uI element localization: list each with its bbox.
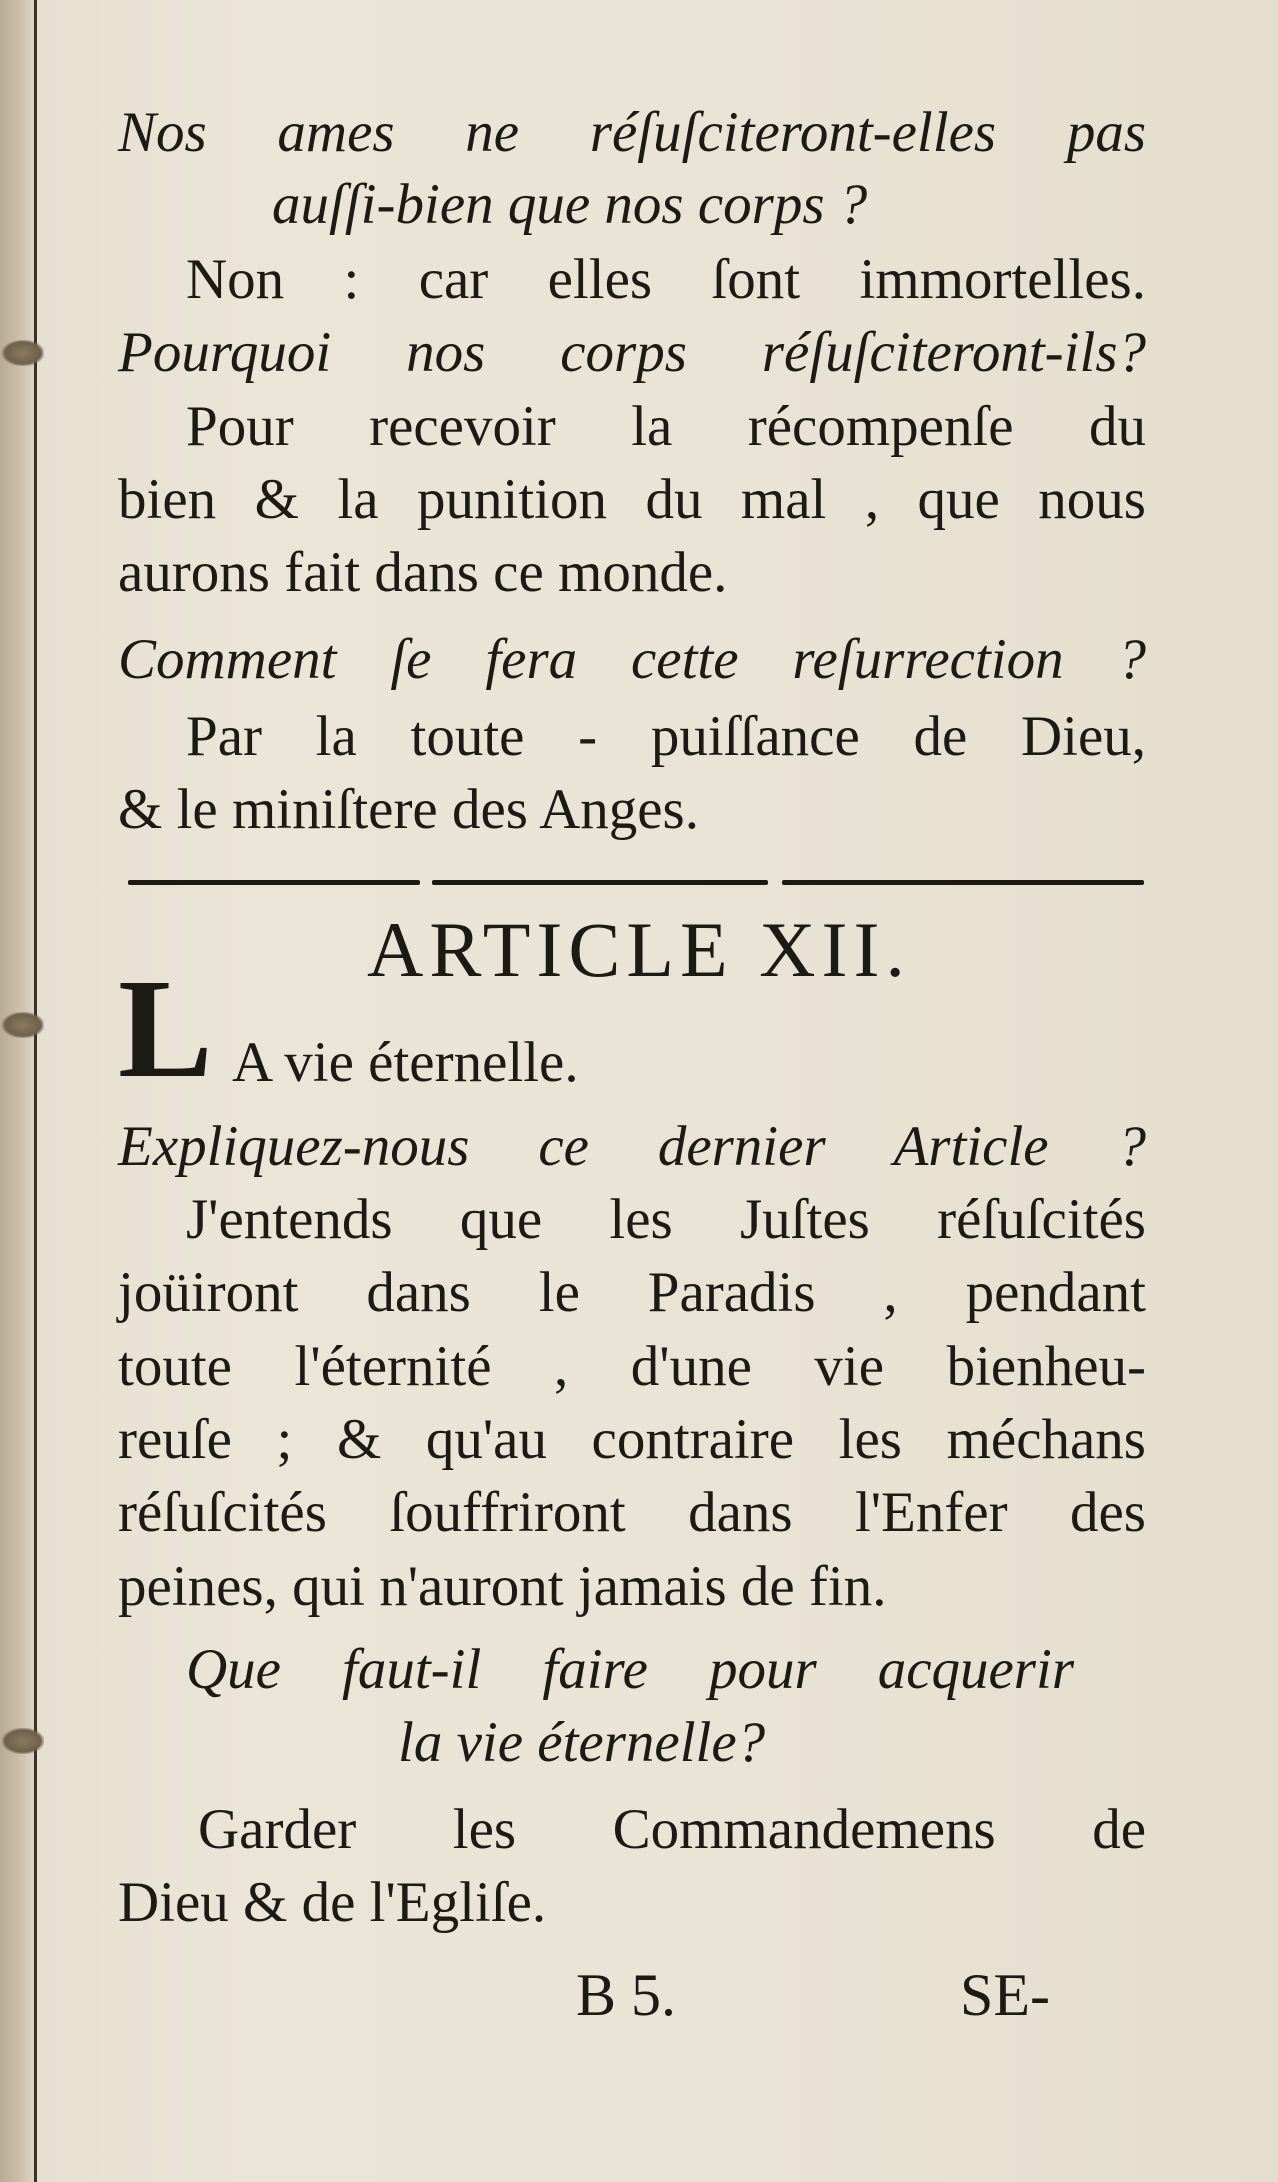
answer-line: Par la toute - puiſſance de Dieu, — [186, 705, 1146, 768]
answer-line: réſuſcités ſouffriront dans l'Enfer des — [118, 1481, 1146, 1544]
answer-line: reuſe ; & qu'au contraire les méchans — [118, 1408, 1146, 1471]
question-line: Expliquez-nous ce dernier Article ? — [118, 1115, 1146, 1178]
answer-line: J'entends que les Juſtes réſuſcités — [186, 1188, 1146, 1251]
answer-line: peines, qui n'auront jamais de fin. — [118, 1555, 887, 1618]
answer-line: Dieu & de l'Egliſe. — [118, 1871, 547, 1934]
answer-line: Pour recevoir la récompenſe du — [186, 395, 1146, 458]
article-heading: ARTICLE XII. — [367, 906, 911, 993]
catchword: SE- — [960, 1962, 1050, 2028]
answer-line: Non : car elles ſont immortelles. — [186, 248, 1146, 311]
question-line: la vie éternelle? — [398, 1711, 766, 1774]
drop-cap: L — [118, 949, 213, 1107]
question-line: auſſi-bien que nos corps ? — [272, 173, 868, 236]
answer-line: & le miniſtere des Anges. — [118, 778, 699, 841]
answer-line: Garder les Commandemens de — [198, 1798, 1146, 1861]
answer-line: joüiront dans le Paradis , pendant — [118, 1261, 1146, 1324]
section-rule — [432, 880, 768, 885]
question-line: Pourquoi nos corps réſuſciteront-ils? — [118, 321, 1146, 384]
signature-mark: B 5. — [576, 1962, 677, 2028]
article-text: A vie éternelle. — [232, 1031, 579, 1094]
question-line: Que faut-il faire pour acquerir — [186, 1638, 1074, 1701]
question-line: Comment ſe fera cette reſurrection ? — [118, 628, 1146, 691]
section-rule — [782, 880, 1144, 885]
answer-line: toute l'éternité , d'une vie bienheu- — [118, 1335, 1146, 1398]
section-rule — [128, 880, 420, 885]
question-line: Nos ames ne réſuſciteront-elles pas — [118, 101, 1146, 164]
answer-line: bien & la punition du mal , que nous — [118, 468, 1146, 531]
answer-line: aurons fait dans ce monde. — [118, 541, 728, 604]
